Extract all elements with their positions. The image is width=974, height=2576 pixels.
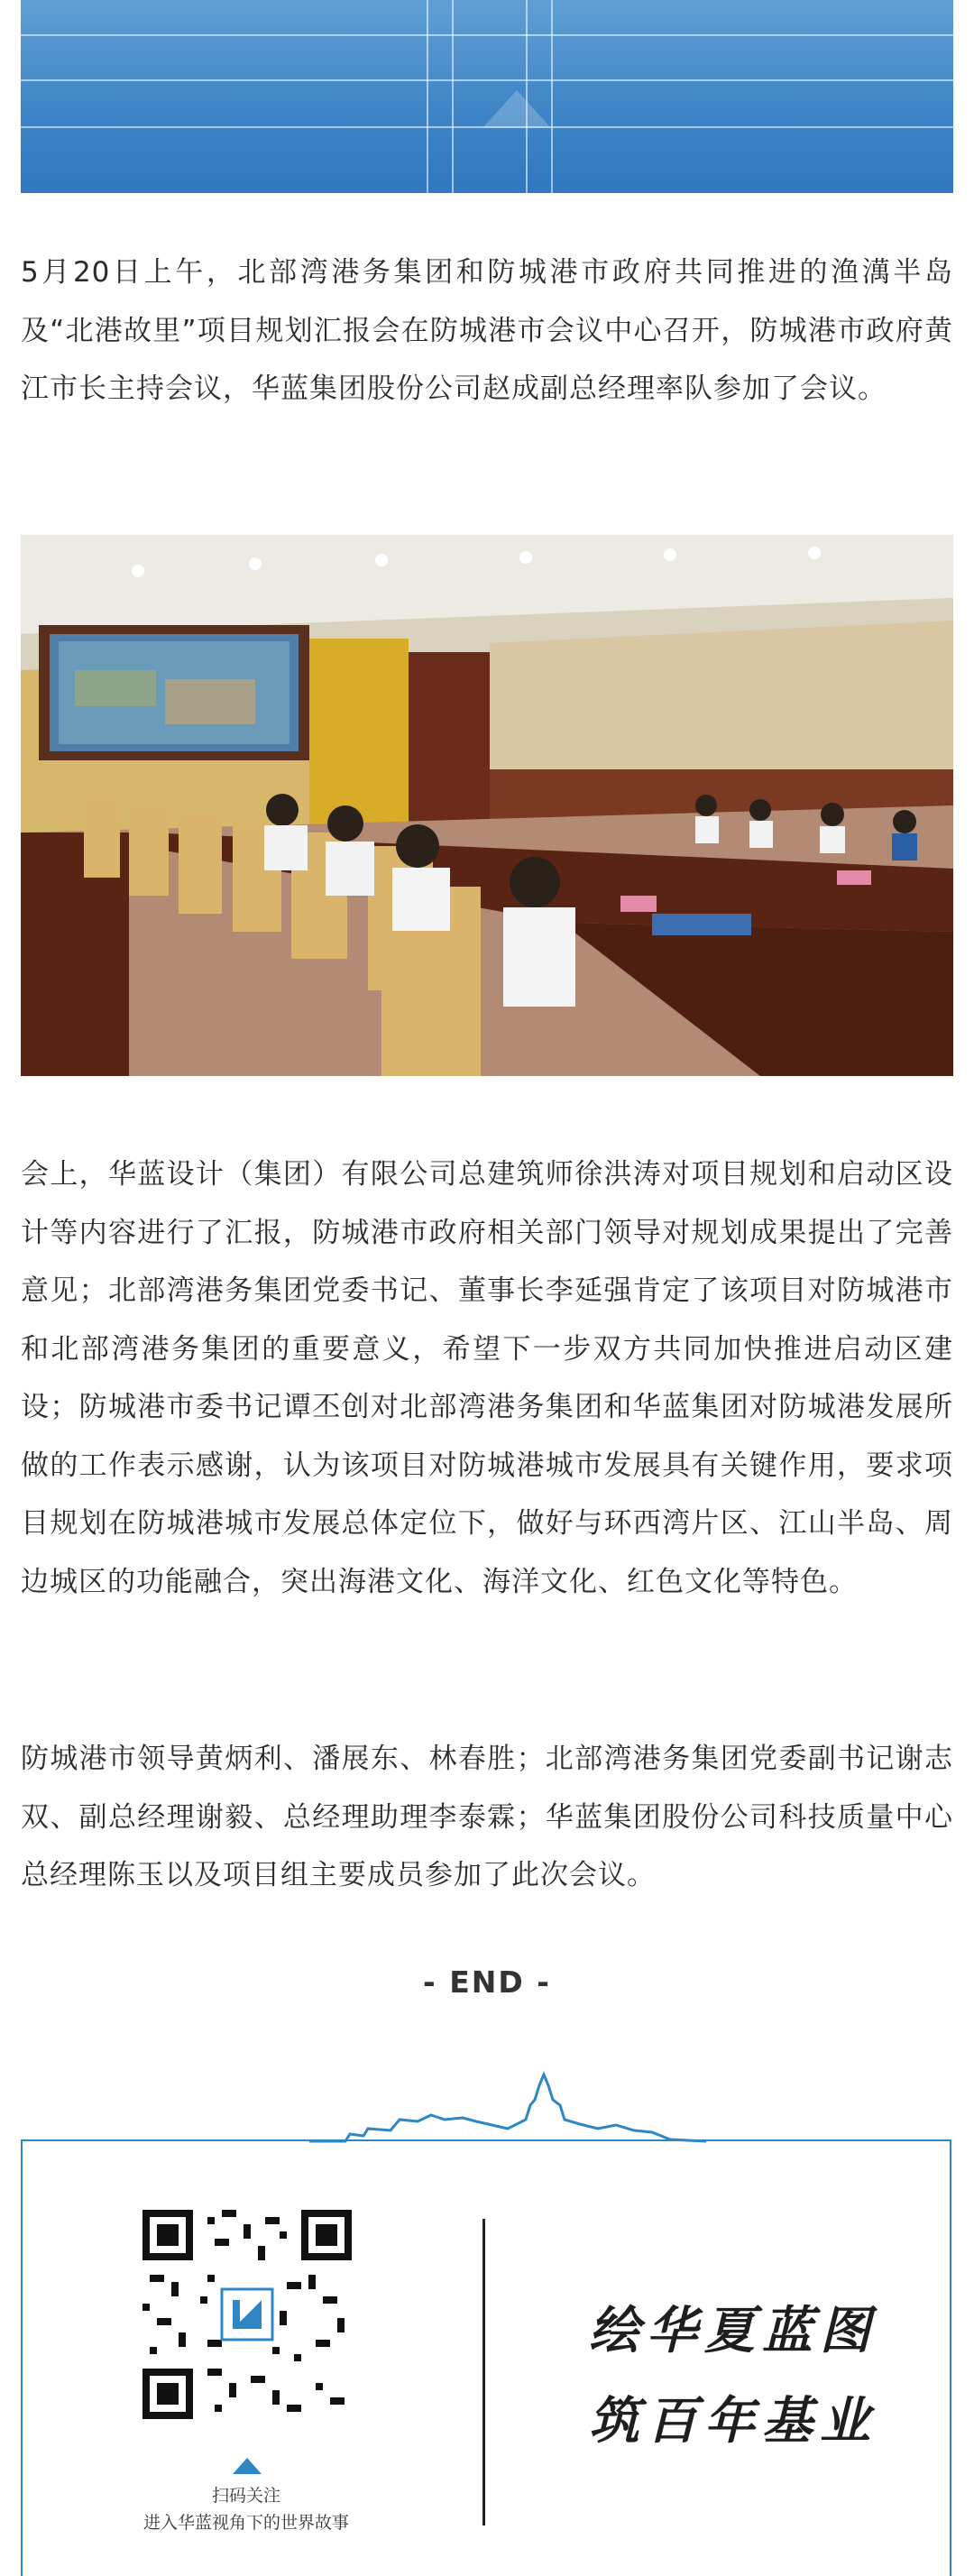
qr-caption-line2: 进入华蓝视角下的世界故事 [142,2513,349,2533]
article-paragraph-3: 防城港市领导黄炳利、潘展东、林春胜；北部湾港务集团党委副书记谢志双、副总经理谢毅、总经理助理李泰霖；华蓝集团股份公司科技质量中心总经理陈玉以及项目组主要成员参加了此次会议。 [21,1743,953,1891]
qr-code[interactable] [142,2210,352,2419]
footer-card [21,2065,953,2576]
header-banner [21,0,953,193]
qr-caption-line1: 扫码关注 [211,2486,280,2506]
slogan-line1: 绘华夏蓝图 [589,2301,878,2360]
up-arrow-icon [233,2458,262,2474]
slogan-line2: 筑百年基业 [589,2391,878,2451]
article-paragraph-2: 会上，华蓝设计（集团）有限公司总建筑师徐洪涛对项目规划和启动区设计等内容进行了汇报，防城港市政府相关部门领导对规划成果提出了完善意见；北部湾港务集团党委书记、董事长李延强肯定了该项目对防城港市和北部湾港务集团的重要意义，希望下一步双方共同加快推进启动区建设；防城港市委书记谭丕创对北部湾港务集团和华蓝集团对防城港发展所做的工作表示感谢，认为该项目对防城港城市发展具有关键作用，要求项目规划在防城港城市发展总体定位下，做好与环西湾片区、江山半岛、周边城区的功能融合，突出海港文化、海洋文化、红色文化等特色。 [21,1158,953,1598]
article-paragraph-1: 5月20日上午，北部湾港务集团和防城港市政府共同推进的渔澫半岛及“北港故里”项目规划汇报会在防城港市会议中心召开，防城港市政府黄江市长主持会议，华蓝集团股份公司赵成副总经理率队参加了会议。 [21,256,953,405]
meeting-photo [21,535,953,1076]
footer-divider [482,2219,485,2525]
end-mark: - END - [423,1964,551,2000]
banner-triangle-decoration [482,90,551,128]
